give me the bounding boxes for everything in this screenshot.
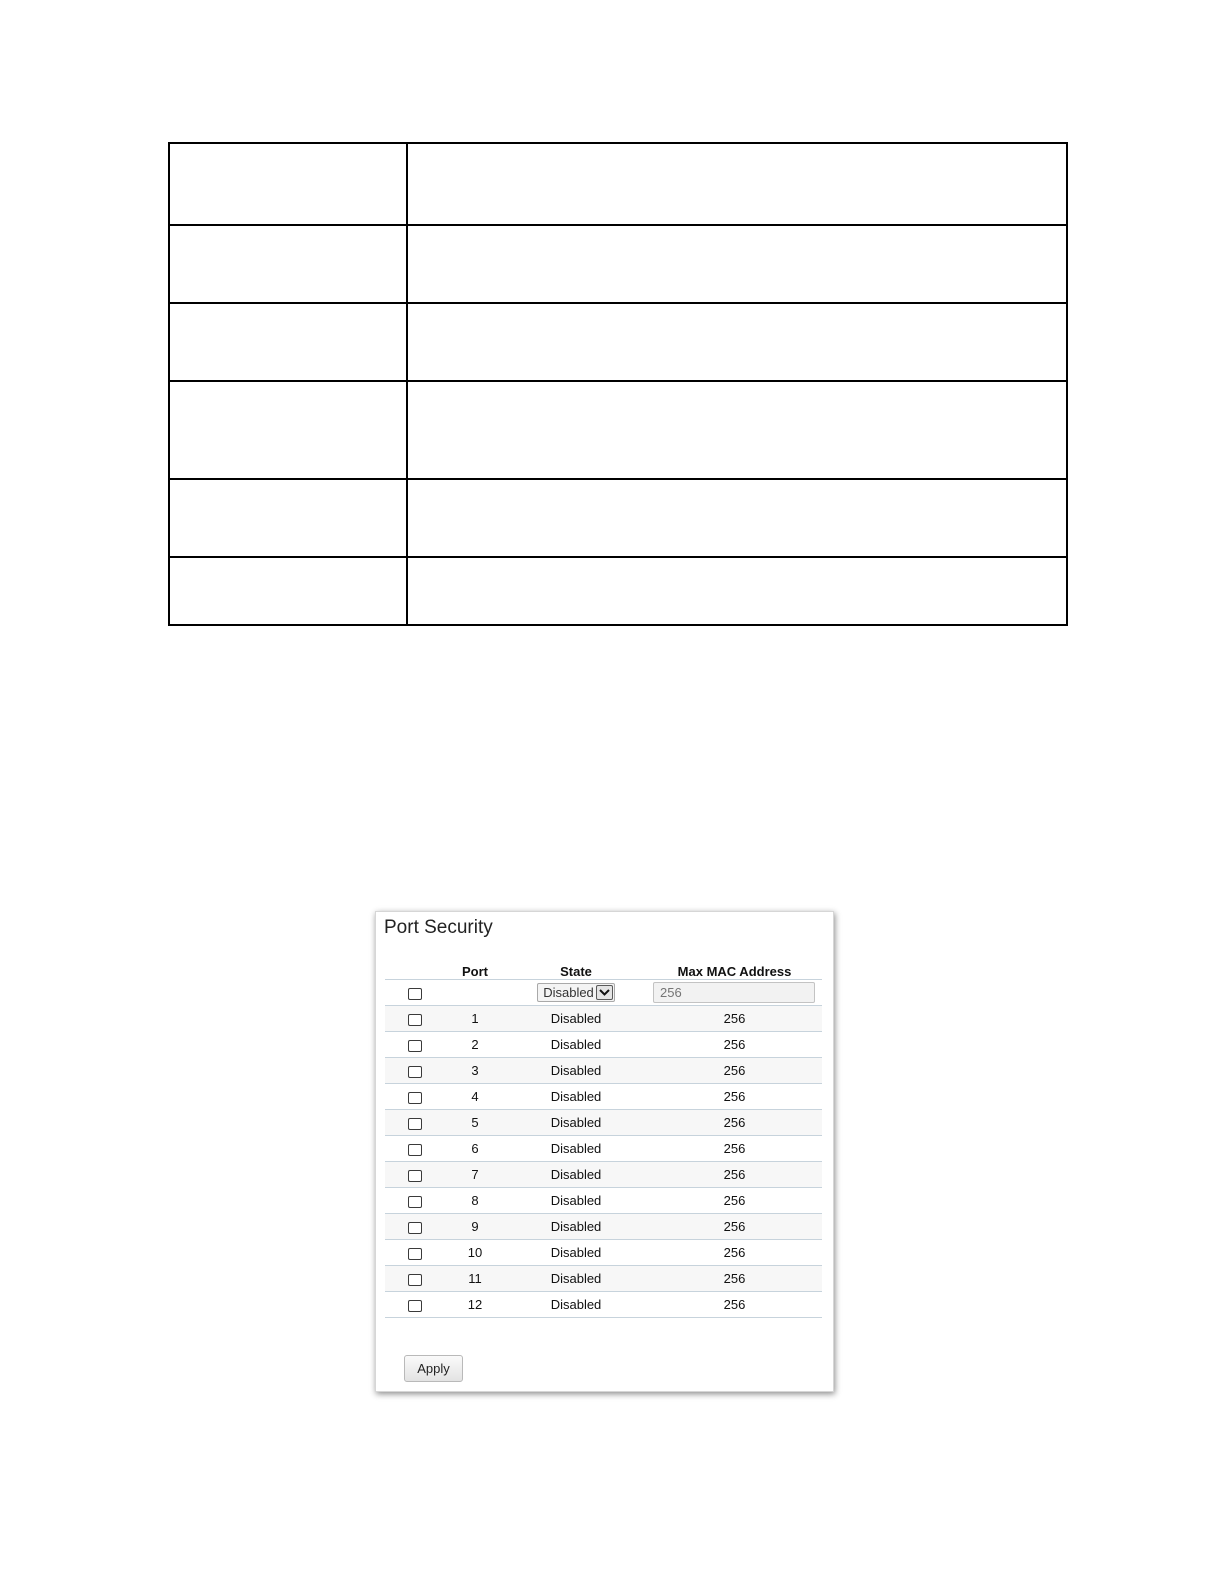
row-checkbox[interactable]	[408, 1170, 422, 1182]
max-mac-cell: 256	[647, 1240, 822, 1266]
header-state: State	[505, 960, 647, 980]
table-cell	[169, 225, 407, 303]
max-mac-cell: 256	[647, 1214, 822, 1240]
state-cell: Disabled	[505, 1058, 647, 1084]
table-cell	[407, 557, 1067, 625]
edit-row	[385, 980, 822, 1006]
table-cell	[169, 479, 407, 557]
row-checkbox[interactable]	[408, 1300, 422, 1312]
max-mac-cell: 256	[647, 1006, 822, 1032]
row-checkbox[interactable]	[408, 1274, 422, 1286]
table-header-row	[385, 960, 822, 980]
port-cell: 5	[445, 1110, 505, 1136]
select-all-checkbox[interactable]	[408, 988, 422, 1000]
table-cell	[169, 557, 407, 625]
port-cell: 7	[445, 1162, 505, 1188]
max-mac-input[interactable]	[653, 982, 815, 1003]
state-cell: Disabled	[505, 1136, 647, 1162]
state-select-value: Disabled	[543, 985, 594, 1000]
table-row	[385, 1214, 822, 1240]
table-row	[385, 1110, 822, 1136]
table-cell	[169, 143, 407, 225]
table-row	[385, 1058, 822, 1084]
table-cell	[169, 303, 407, 381]
table-row	[385, 1032, 822, 1058]
table-cell	[407, 303, 1067, 381]
state-cell: Disabled	[505, 1188, 647, 1214]
max-mac-cell: 256	[647, 1032, 822, 1058]
table-cell	[407, 143, 1067, 225]
state-cell: Disabled	[505, 1214, 647, 1240]
row-checkbox[interactable]	[408, 1248, 422, 1260]
table-row	[385, 1292, 822, 1318]
edit-port-cell	[445, 980, 505, 1006]
max-mac-cell: 256	[647, 1266, 822, 1292]
header-max-mac: Max MAC Address	[647, 960, 822, 980]
row-checkbox[interactable]	[408, 1066, 422, 1078]
state-select[interactable]	[537, 983, 615, 1002]
port-cell: 2	[445, 1032, 505, 1058]
max-mac-cell: 256	[647, 1188, 822, 1214]
table-row	[385, 1136, 822, 1162]
header-checkbox-column	[385, 960, 445, 980]
max-mac-cell: 256	[647, 1292, 822, 1318]
row-checkbox[interactable]	[408, 1196, 422, 1208]
port-cell: 10	[445, 1240, 505, 1266]
port-cell: 1	[445, 1006, 505, 1032]
table-cell	[169, 381, 407, 479]
port-security-panel	[375, 911, 834, 1392]
row-checkbox[interactable]	[408, 1014, 422, 1026]
row-checkbox[interactable]	[408, 1040, 422, 1052]
table-row	[385, 1240, 822, 1266]
chevron-down-icon[interactable]	[596, 985, 613, 1000]
state-cell: Disabled	[505, 1110, 647, 1136]
apply-button[interactable]: Apply	[404, 1355, 463, 1382]
state-cell: Disabled	[505, 1032, 647, 1058]
table-row	[385, 1006, 822, 1032]
port-cell: 4	[445, 1084, 505, 1110]
state-cell: Disabled	[505, 1292, 647, 1318]
port-cell: 3	[445, 1058, 505, 1084]
port-security-table	[385, 960, 822, 1318]
state-cell: Disabled	[505, 1084, 647, 1110]
state-cell: Disabled	[505, 1006, 647, 1032]
row-checkbox[interactable]	[408, 1118, 422, 1130]
port-cell: 6	[445, 1136, 505, 1162]
row-checkbox[interactable]	[408, 1144, 422, 1156]
table-row	[385, 1162, 822, 1188]
state-cell: Disabled	[505, 1162, 647, 1188]
document-table	[168, 142, 1068, 626]
table-cell	[407, 381, 1067, 479]
table-row	[385, 1084, 822, 1110]
max-mac-cell: 256	[647, 1110, 822, 1136]
row-checkbox[interactable]	[408, 1092, 422, 1104]
state-cell: Disabled	[505, 1266, 647, 1292]
table-row	[385, 1266, 822, 1292]
port-cell: 12	[445, 1292, 505, 1318]
table-cell	[407, 225, 1067, 303]
max-mac-cell: 256	[647, 1084, 822, 1110]
port-cell: 11	[445, 1266, 505, 1292]
state-cell: Disabled	[505, 1240, 647, 1266]
max-mac-cell: 256	[647, 1162, 822, 1188]
port-cell: 8	[445, 1188, 505, 1214]
max-mac-cell: 256	[647, 1058, 822, 1084]
port-cell: 9	[445, 1214, 505, 1240]
row-checkbox[interactable]	[408, 1222, 422, 1234]
table-row	[385, 1188, 822, 1214]
header-port: Port	[445, 960, 505, 980]
max-mac-cell: 256	[647, 1136, 822, 1162]
table-cell	[407, 479, 1067, 557]
panel-title: Port Security	[384, 917, 493, 938]
